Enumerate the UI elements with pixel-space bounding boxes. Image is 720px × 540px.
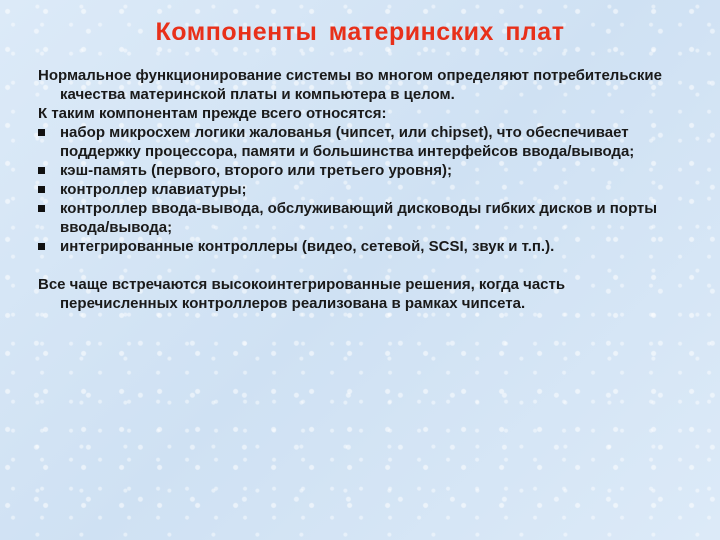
list-item — [38, 180, 678, 199]
slide-title: Компоненты материнских плат — [155, 18, 565, 46]
list-item-text: кэш-память (первого, второго или третьего уровня); — [60, 162, 452, 179]
square-bullet-icon — [38, 129, 45, 136]
slide-content — [38, 66, 678, 313]
list-item-text: набор микросхем логики жалованья (чипсет, или chipset), что обеспечивает поддержку процессора, памяти и большинства интерфейсов ввода/вывода; — [60, 124, 635, 160]
spacer — [38, 256, 678, 275]
list-item-text: интегрированные контроллеры (видео, сетевой, SCSI, звук и т.п.). — [60, 238, 555, 255]
list-item — [38, 199, 678, 237]
list-item — [38, 123, 678, 161]
square-bullet-icon — [38, 167, 45, 174]
square-bullet-icon — [38, 186, 45, 193]
list-item — [38, 161, 678, 180]
list-item-text: контроллер ввода-вывода, обслуживающий дисководы гибких дисков и порты ввода/вывода; — [60, 200, 658, 236]
component-list — [38, 123, 678, 256]
list-item — [38, 237, 678, 256]
lead-paragraph: К таким компонентам прежде всего относятся: — [38, 105, 387, 122]
square-bullet-icon — [38, 205, 45, 212]
intro-paragraph: Нормальное функционирование системы во многом определяют потребительские качества материнской платы и компьютера в целом. — [38, 67, 662, 103]
list-item-text: контроллер клавиатуры; — [60, 181, 247, 198]
square-bullet-icon — [38, 243, 45, 250]
conclusion-paragraph: Все чаще встречаются высокоинтегрированные решения, когда часть перечисленных контроллеров реализована в рамках чипсета. — [38, 276, 566, 312]
